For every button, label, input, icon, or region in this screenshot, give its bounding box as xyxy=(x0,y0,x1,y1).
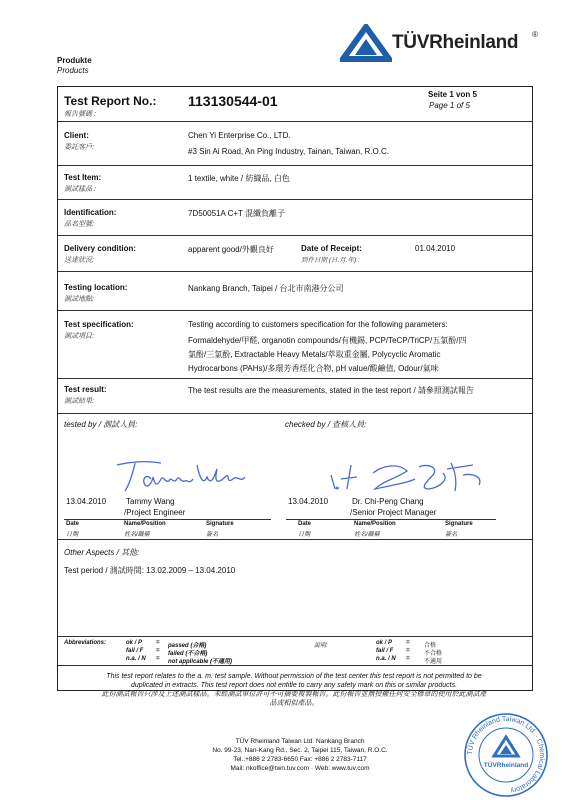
delivery-value: apparent good/外觀良好 xyxy=(188,245,274,254)
checked-sign-line xyxy=(286,519,496,520)
tested-signature xyxy=(113,457,253,497)
test-period: Test period / 測試時間: 13.02.2009 – 13.04.2010 xyxy=(64,566,236,575)
abbrev-eq: = xyxy=(156,640,160,646)
checked-by-label: checked by / 查核人員: xyxy=(285,420,367,429)
location-label-zh: 測試地點: xyxy=(64,296,94,303)
client-label: Client: xyxy=(64,131,89,140)
abbrev-eq: = xyxy=(406,648,410,654)
location-value: Nankang Branch, Taipei / 台北市南港分公司 xyxy=(188,284,344,293)
stamp-ring-text: TÜV Rheinland Taiwan Ltd. · Chemical Laboratory xyxy=(466,715,546,794)
page-de: Seite 1 von 5 xyxy=(428,90,477,99)
tested-by-label: tested by / 測試人員: xyxy=(64,420,138,429)
tuv-brand-text: TÜVRheinland xyxy=(392,32,519,53)
abbrev-zh: 不合格 xyxy=(424,651,443,657)
col-name-position: Name/Position xyxy=(354,521,396,527)
tested-date: 13.04.2010 xyxy=(66,497,107,506)
result-label-zh: 測試結果: xyxy=(64,398,94,405)
abbrev-eq: = xyxy=(156,648,160,654)
col-name-position-zh: 姓名/職稱 xyxy=(124,532,150,538)
disclaimer-en-1: This test report relates to the a. m. test sample. Without permission of the test center this test report is not permitted to be xyxy=(106,673,482,680)
checked-position: /Senior Project Manager xyxy=(350,508,437,517)
tuv-triangle-icon xyxy=(340,24,392,62)
result-value: The test results are the measurements, stated in the test report / 請參照測試報告 xyxy=(188,386,474,395)
identification-label-zh: 品名型號: xyxy=(64,221,94,228)
divider xyxy=(58,121,532,122)
spec-label-zh: 測試項目: xyxy=(64,333,94,340)
footer-mail: Mail: nkoffice@twn.tuv.com · Web: www.tuv.com xyxy=(230,765,370,772)
result-label: Test result: xyxy=(64,385,107,394)
divider xyxy=(58,235,532,236)
spec-line-2: Formaldehyde/甲醛, organotin compounds/有機錫, PCP/TeCP/TriCP/五氯酚/四 xyxy=(188,336,467,345)
report-no-label-zh: 報告號碼 : xyxy=(64,111,96,118)
footer-address xyxy=(150,737,450,773)
col-name-position-zh: 姓名/職稱 xyxy=(354,532,380,538)
divider xyxy=(58,165,532,166)
col-date-zh: 日期 xyxy=(66,532,79,538)
spec-line-4: Hydrocarbons (PAHs)/多環芳香烴化合物, pH value/酸鹼值, Odour/氣味 xyxy=(188,364,439,373)
abbrev-code: fail / F xyxy=(126,648,144,654)
checked-signature xyxy=(323,455,493,497)
test-item-label-zh: 測試樣品 : xyxy=(64,186,96,193)
client-name: Chen Yi Enterprise Co., LTD. xyxy=(188,131,291,140)
col-signature-zh: 簽名 xyxy=(445,532,458,538)
abbrev-code: n.a. / N xyxy=(376,656,396,662)
laboratory-stamp xyxy=(462,712,550,798)
col-signature-zh: 簽名 xyxy=(206,532,219,538)
report-number: 113130544-01 xyxy=(188,93,278,109)
abbrev-en: passed (合格) xyxy=(168,643,207,649)
checked-name: Dr. Chi-Peng Chang xyxy=(352,497,424,506)
products-label-en: Products xyxy=(57,66,89,75)
delivery-label-zh: 送達狀況: xyxy=(64,257,94,264)
receipt-date: 01.04.2010 xyxy=(415,244,456,253)
receipt-label-zh: 到件日期 (日.月.年) : xyxy=(301,257,360,264)
client-address: #3 Sin Ai Road, An Ping Industry, Tainan, Taiwan, R.O.C. xyxy=(188,147,390,156)
divider xyxy=(58,665,532,666)
footer-phone: Tel.:+886 2 2783-6650 Fax: +886 2 2783-7117 xyxy=(233,756,367,763)
tested-name: Tammy Wang xyxy=(126,497,175,506)
divider xyxy=(58,271,532,272)
abbrev-eq: = xyxy=(156,656,160,662)
identification-label: Identification: xyxy=(64,208,117,217)
page-en: Page 1 of 5 xyxy=(429,101,470,110)
delivery-label: Delivery condition: xyxy=(64,244,137,253)
divider xyxy=(58,199,532,200)
spec-line-3: 氯酚/三氯酚, Extractable Heavy Metals/萃取重金屬, Polycyclic Aromatic xyxy=(188,350,441,359)
tested-position: /Project Engineer xyxy=(124,508,186,517)
client-label-zh: 委託客戶: xyxy=(64,144,94,151)
col-date: Date xyxy=(66,521,80,527)
receipt-label: Date of Receipt: xyxy=(301,244,362,253)
disclaimer xyxy=(60,672,528,708)
divider xyxy=(58,378,532,379)
report-frame xyxy=(57,86,533,691)
spec-label: Test specification: xyxy=(64,320,134,329)
abbreviations-label: Abbreviations: xyxy=(64,640,107,646)
disclaimer-en-2: duplicated in extracts. This test report does not entitle to carry any safety mark on this or similar products. xyxy=(130,682,458,689)
test-item-label: Test Item: xyxy=(64,173,102,182)
col-signature: Signature xyxy=(206,521,234,527)
divider xyxy=(58,310,532,311)
footer-company: TÜV Rheinland Taiwan Ltd. Nankang Branch xyxy=(235,738,365,745)
footer-street: No. 99-23, Nan-Kang Rd., Sec. 2, Taipei 115, Taiwan, R.O.C. xyxy=(212,747,388,754)
abbreviations-label-zh: 說明: xyxy=(314,643,328,649)
col-name-position: Name/Position xyxy=(124,521,166,527)
divider xyxy=(58,539,532,540)
divider xyxy=(58,636,532,637)
abbrev-eq: = xyxy=(406,640,410,646)
abbrev-code: n.a. / N xyxy=(126,656,146,662)
abbrev-code: ok / P xyxy=(376,640,393,646)
tested-sign-line xyxy=(64,519,271,520)
registered-mark: ® xyxy=(532,30,538,39)
col-signature: Signature xyxy=(445,521,473,527)
abbrev-en: not applicable (不適用) xyxy=(168,659,233,665)
divider xyxy=(58,413,532,414)
disclaimer-zh-2: 品或相似產品。 xyxy=(269,700,319,707)
other-aspects-label: Other Aspects / 其他: xyxy=(64,548,140,557)
test-item-value: 1 textile, white / 紡織品, 白色 xyxy=(188,174,290,183)
col-date: Date xyxy=(298,521,312,527)
abbrev-code: ok / P xyxy=(126,640,143,646)
spec-line-1: Testing according to customers specification for the following parameters: xyxy=(188,320,448,329)
col-date-zh: 日期 xyxy=(298,532,311,538)
abbrev-eq: = xyxy=(406,656,410,662)
disclaimer-zh-1: 此份測試報告只涉及上述測試樣品。未經測試單位許可不可摘要複製報告。此份報告並無授權任何安全標章的使用於此測試產 xyxy=(101,691,487,698)
abbrev-en: failed (不合格) xyxy=(168,651,208,657)
location-label: Testing location: xyxy=(64,283,128,292)
products-label-de: Produkte xyxy=(57,56,92,65)
report-no-label: Test Report No.: xyxy=(64,94,157,108)
stamp-brand: TÜVRheinland xyxy=(483,762,529,769)
abbrev-zh: 合格 xyxy=(424,643,437,649)
abbrev-zh: 不適用 xyxy=(424,659,443,665)
identification-value: 7D50051A C+T 混纖負離子 xyxy=(188,209,286,218)
checked-date: 13.04.2010 xyxy=(288,497,329,506)
abbrev-code: fail / F xyxy=(376,648,394,654)
tuv-logo xyxy=(340,24,540,64)
